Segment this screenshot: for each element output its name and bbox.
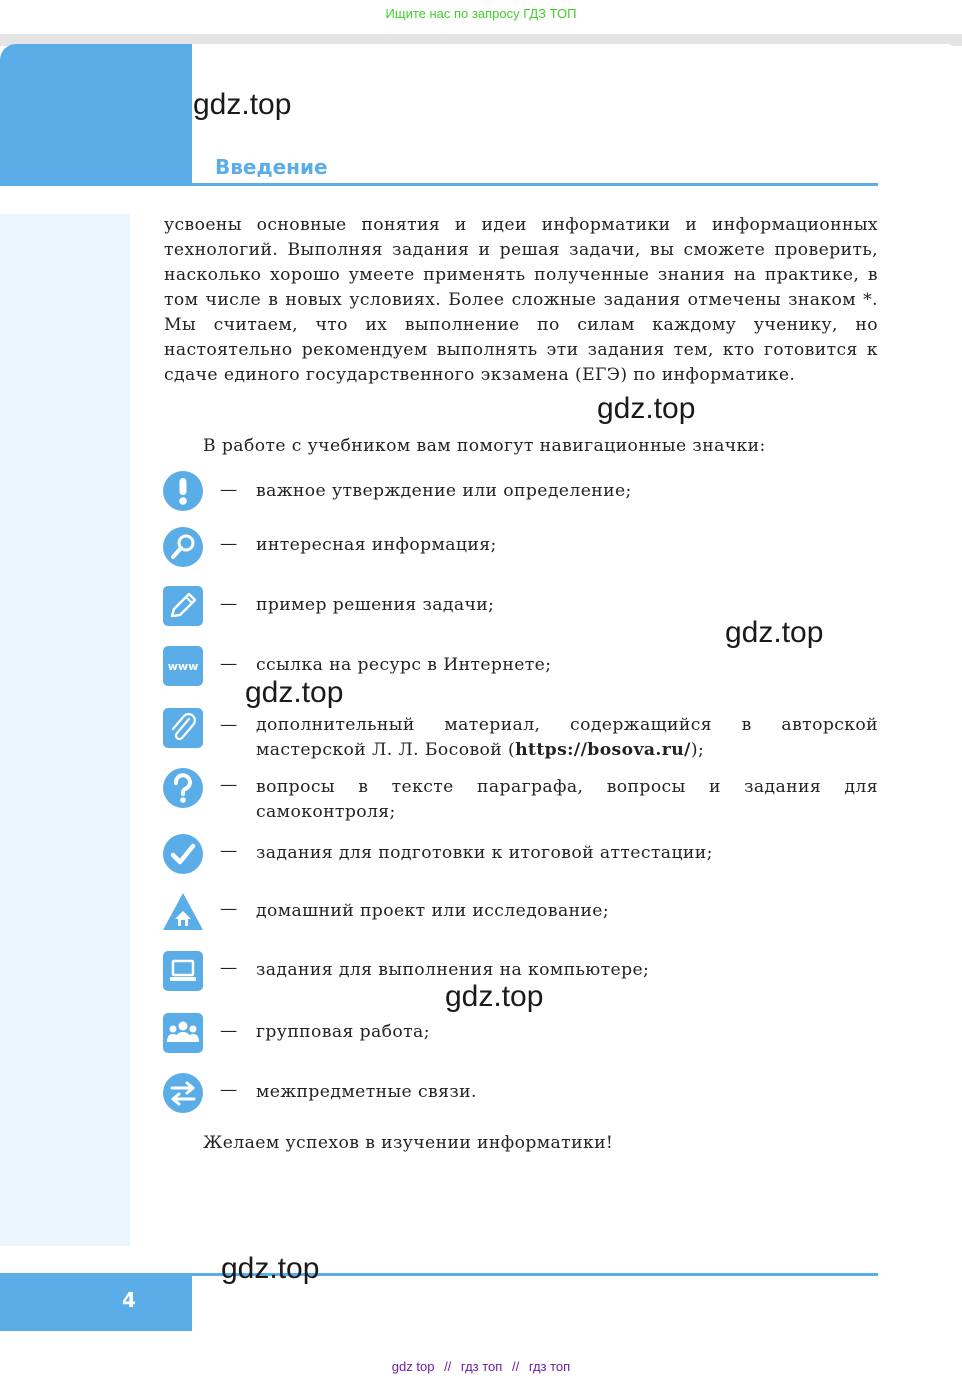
legend-dash: — xyxy=(220,715,238,735)
closing-line: Желаем успехов в изучении информатики! xyxy=(203,1133,614,1153)
legend-text: пример решения задачи; xyxy=(256,595,495,615)
top-banner[interactable]: Ищите нас по запросу ГДЗ ТОП xyxy=(385,6,577,21)
bottom-links xyxy=(0,1359,962,1374)
legend-dash: — xyxy=(220,899,238,919)
header-corner-block xyxy=(0,44,192,186)
watermark: gdz.top xyxy=(193,88,292,121)
page-number: 4 xyxy=(122,1288,136,1312)
checkmark-icon xyxy=(162,833,204,875)
header-rule xyxy=(192,183,878,186)
legend-text xyxy=(256,713,878,763)
computer-icon xyxy=(162,950,204,992)
legend-text-part: дополнительный материал, содержащийся в авторской мастерской Л. Л. Босовой ( xyxy=(256,715,878,760)
legend-text: важное утверждение или определение; xyxy=(256,481,632,501)
www-icon-label: www xyxy=(167,660,199,673)
legend-text: межпредметные связи. xyxy=(256,1082,477,1102)
legend-dash: — xyxy=(220,534,238,554)
bottom-link[interactable]: gdz top xyxy=(391,1359,435,1374)
question-icon xyxy=(162,767,204,809)
legend-text: ссылка на ресурс в Интернете; xyxy=(256,655,552,675)
bottom-link[interactable]: гдз топ xyxy=(528,1359,571,1374)
bottom-separator: // xyxy=(444,1359,452,1374)
legend-text-part: ); xyxy=(690,740,705,760)
legend-dash: — xyxy=(220,775,238,795)
house-icon xyxy=(162,891,204,933)
pencil-icon xyxy=(162,585,204,627)
watermark: gdz.top xyxy=(597,392,696,425)
watermark: gdz.top xyxy=(445,980,544,1013)
legend-text: домашний проект или исследование; xyxy=(256,901,610,921)
section-title: Введение xyxy=(215,155,328,179)
legend-dash: — xyxy=(220,594,238,614)
paperclip-icon xyxy=(162,707,204,749)
legend-text: интересная информация; xyxy=(256,535,497,555)
bottom-link[interactable]: гдз топ xyxy=(460,1359,503,1374)
arrows-icon xyxy=(162,1072,204,1114)
group-icon xyxy=(162,1012,204,1054)
bosova-link[interactable]: https://bosova.ru/ xyxy=(515,740,691,760)
www-icon xyxy=(162,645,204,687)
legend-dash: — xyxy=(220,654,238,674)
legend-dash: — xyxy=(220,1021,238,1041)
legend-dash: — xyxy=(220,958,238,978)
legend-text: групповая работа; xyxy=(256,1022,430,1042)
legend-dash: — xyxy=(220,1080,238,1100)
magnifier-icon xyxy=(162,526,204,568)
legend-intro: В работе с учебником вам помогут навигационные значки: xyxy=(203,436,766,456)
legend-dash: — xyxy=(220,480,238,500)
watermark: gdz.top xyxy=(221,1252,320,1285)
bottom-separator: // xyxy=(511,1359,520,1374)
intro-paragraph: усвоены основные понятия и идеи информатики и информационных технологий. Выполняя задания и решая задачи, вы сможете проверить, насколько хорошо умеете применять полученные знания на практике, в том числе в новых условиях. Более сложные задания отмечены знаком *. Мы считаем, что их выполнение по силам каждому ученику, но настоятельно рекомендуем выполнять эти задания тем, кто готовится к сдаче единого государственного экзамена (ЕГЭ) по информатике. xyxy=(164,215,878,385)
legend-text: вопросы в тексте параграфа, вопросы и задания для самоконтроля; xyxy=(256,777,878,822)
watermark: gdz.top xyxy=(245,676,344,709)
legend-text: задания для выполнения на компьютере; xyxy=(256,960,650,980)
legend-text: задания для подготовки к итоговой аттестации; xyxy=(256,843,713,863)
exclamation-icon xyxy=(162,470,204,512)
legend-dash: — xyxy=(220,841,238,861)
watermark: gdz.top xyxy=(725,616,824,649)
left-margin-band xyxy=(0,214,130,1246)
